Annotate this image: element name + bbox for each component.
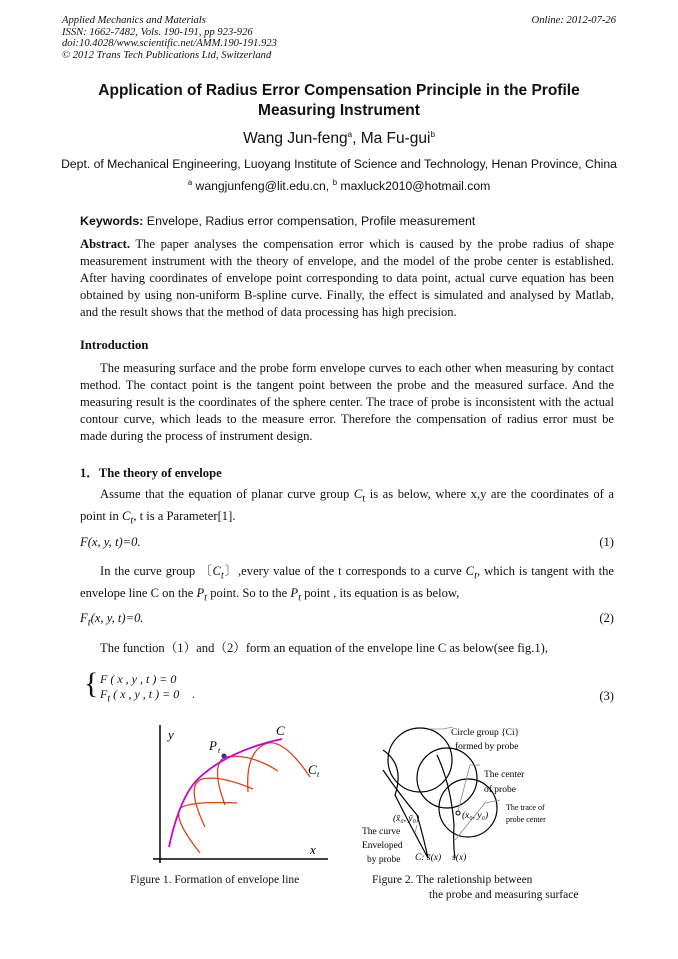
issn: ISSN: 1662-7482, Vols. 190-191, pp 923-926 [62, 26, 253, 38]
author: Ma Fu-gui [360, 130, 431, 148]
online-date: Online: 2012-07-26 [531, 15, 616, 26]
t: 〕,every value of the t corresponds to a curve [223, 564, 466, 578]
label: Enveloped [362, 841, 403, 851]
t: t [474, 570, 477, 582]
t: C [465, 564, 475, 578]
label: (x₀, y₀) [462, 811, 489, 821]
eq: t [107, 693, 111, 705]
journal-name: Applied Mechanics and Materials [62, 15, 206, 26]
doi: doi:10.4028/www.scientific.net/AMM.190-191.923 [62, 38, 277, 49]
label: (x̄₀, ȳ₀) [393, 814, 420, 824]
tangent-point [222, 754, 227, 759]
eq: F(x, y, t)=0. [80, 535, 141, 549]
figure-1-caption: Figure 1. Formation of envelope line [130, 874, 300, 886]
figure-2-caption: Figure 2. The raletionship between [372, 874, 533, 886]
eq: F ( x , y , t ) = 0 [100, 672, 177, 686]
probe-center [456, 811, 460, 815]
t: , which is tangent with the envelope line C on the [80, 564, 614, 600]
system [100, 672, 195, 706]
t: P [290, 585, 299, 600]
section1-para3: The function（1）and（2）form an equation of the envelope line C as below(see fig.1), [100, 641, 549, 655]
t: P [196, 585, 205, 600]
copyright: © 2012 Trans Tech Publications Ltd, Switzerland [62, 49, 272, 61]
t: t [204, 592, 208, 604]
eq: (x, y, t)=0. [90, 611, 144, 625]
label: C: s̄(x) [415, 853, 442, 863]
eq-number: (1) [599, 535, 614, 549]
section1-para1 [80, 486, 614, 529]
label: The curve [362, 827, 401, 837]
eq: F [100, 687, 108, 701]
label: Circle group {Ci} [451, 728, 520, 738]
keywords [80, 214, 475, 228]
eq: ( x , y , t ) = 0 [113, 687, 180, 701]
abstract-label: Abstract. [80, 237, 131, 251]
t: t [298, 592, 301, 604]
t: t [130, 515, 134, 527]
t: is as below, where x,y are the coordinates of a point in [80, 487, 614, 523]
author: Wang Jun-feng [243, 130, 348, 148]
figure-1 [120, 715, 350, 865]
section-heading: 1．The theory of envelope [80, 466, 222, 480]
email-link[interactable]: wangjunfeng@lit.edu.cn, [192, 179, 333, 194]
curve-label: C [308, 762, 317, 777]
abstract-text: The paper analyses the compensation error which is caused by the probe radius of shape measurement instrument with the theory of envelope, and the model of the probe center is established. After having coordinates of envelope point corresponding to data point, actual curve equation has been obtained by using non-uniform B-spline curve. Finally, the effect is simulated and analysed by Matlab, and the result shows that the method of data processing has high precision. [80, 237, 614, 319]
x-label: x [310, 842, 316, 857]
point-label: P [209, 738, 217, 753]
mark: b [332, 178, 338, 187]
emails [0, 178, 678, 193]
t: C [121, 508, 131, 523]
paper-title: Application of Radius Error Compensation Principle in the Profile Measuring Instrument [98, 82, 580, 119]
eq-number: (2) [599, 611, 614, 625]
t: point , its equation is as below, [300, 585, 460, 600]
label: probe center [506, 815, 546, 824]
label: of probe [484, 785, 516, 795]
mark: a [187, 178, 193, 187]
t: Assume that the equation of planar curve group [100, 487, 354, 501]
equation-1 [80, 534, 614, 551]
keywords-text: Envelope, Radius error compensation, Profile measurement [143, 214, 476, 228]
label: formed by probe [455, 742, 519, 752]
y-label: y [168, 727, 174, 742]
sep: , [352, 130, 361, 148]
sub: t [317, 770, 320, 779]
affil-mark: a [347, 130, 353, 139]
t: point. So to the [207, 585, 291, 600]
curve-group [179, 743, 310, 853]
equation-2 [80, 610, 614, 632]
label: by probe [367, 855, 401, 865]
keywords-label: Keywords: [80, 214, 144, 228]
eq: F [80, 611, 88, 625]
affil-mark: b [430, 130, 435, 139]
journal-info [62, 15, 277, 61]
label: The trace of [506, 803, 545, 812]
eq: . [192, 687, 196, 701]
t: C [353, 487, 363, 501]
t: C [212, 564, 221, 578]
t: , t is a Parameter[1]. [133, 508, 236, 523]
eq-number: (3) [599, 689, 614, 703]
label: The center [484, 770, 525, 780]
t: In the curve group 〔 [100, 564, 213, 578]
t: t [220, 570, 224, 582]
affiliation: Dept. of Mechanical Engineering, Luoyang Institute of Science and Technology, Henan Province, China [61, 157, 617, 171]
envelope-label: C [276, 723, 285, 738]
brace: { [84, 667, 99, 700]
figure-2-caption-2: the probe and measuring surface [429, 889, 579, 901]
intro-heading: Introduction [80, 338, 149, 352]
t: t [362, 493, 366, 505]
figure-2 [355, 715, 605, 865]
eq: t [87, 617, 91, 629]
section1-para2 [80, 563, 614, 606]
sub: t [218, 746, 221, 755]
abstract [80, 236, 614, 321]
email-link[interactable]: maxluck2010@hotmail.com [337, 179, 491, 194]
authors [0, 130, 678, 148]
label: s(x) [452, 853, 467, 863]
intro-text: The measuring surface and the probe form envelope curves to each other when measuring by contact method. The contact point is the tangent point between the probe and the measured surface. And the measuring result is the coordinates of the sphere center. The trace of probe is inconsistent with the actual contour curve, which leads to the measure error. Therefore the compensation of radius error must be made during the process of instrument design. [80, 361, 614, 443]
